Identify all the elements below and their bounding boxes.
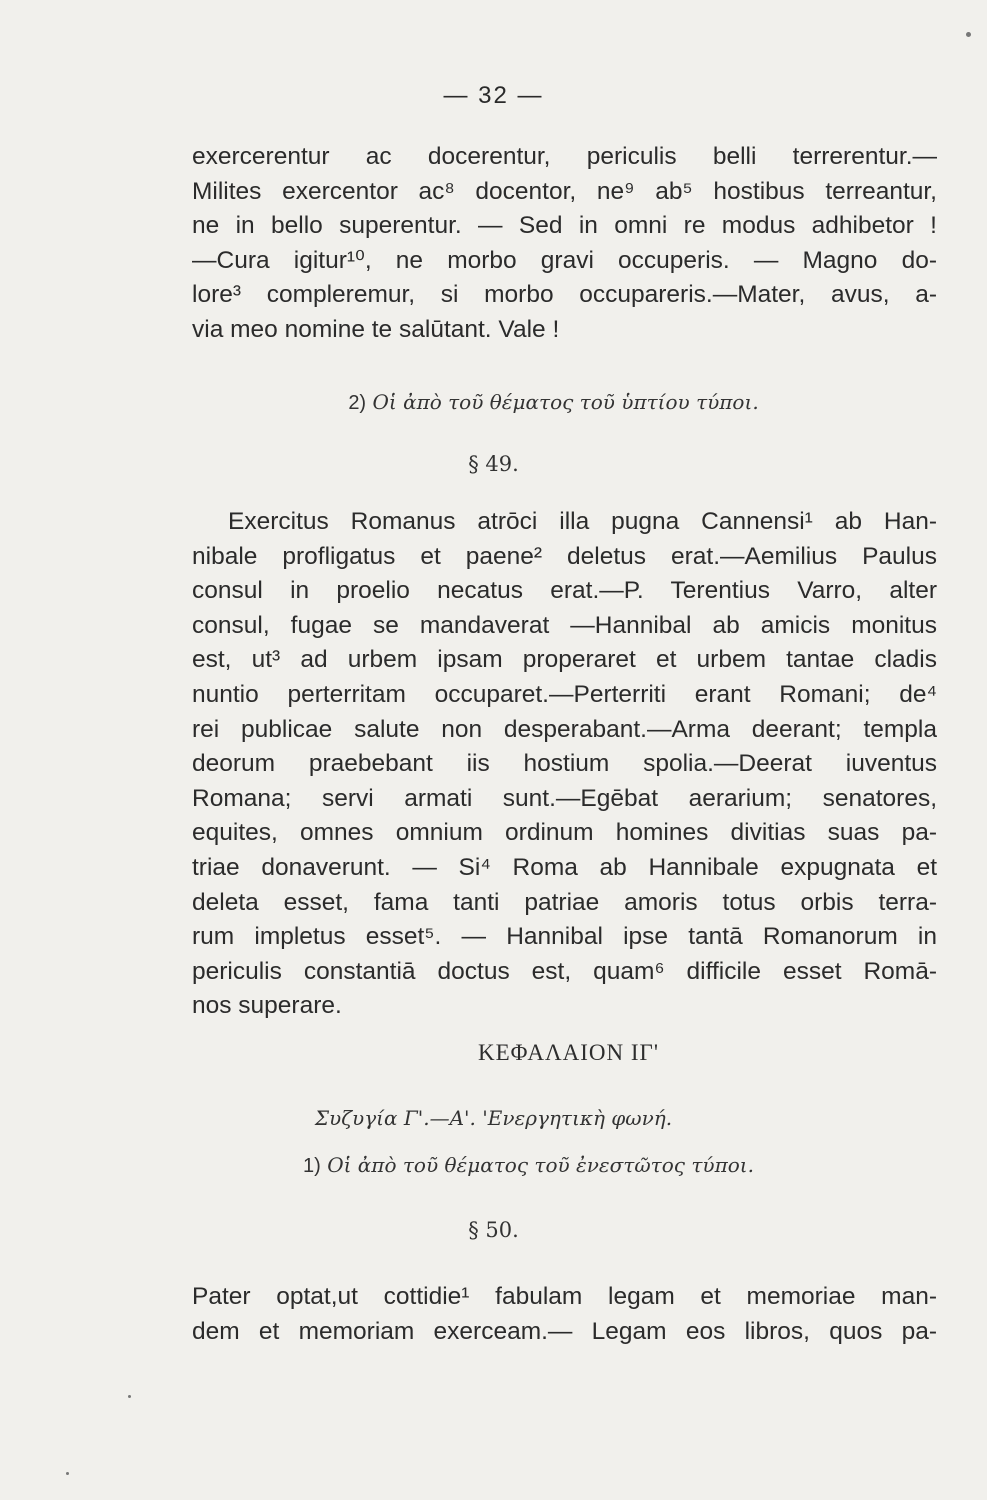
text-line: nuntio perterritam occuparet.—Perterriti erant Romani; de⁴ (192, 680, 937, 708)
scan-speck (66, 1472, 69, 1475)
text-line: periculis constantiā doctus est, quam⁶ difficile esset Romā- (192, 957, 937, 985)
text-line: Romana; servi armati sunt.—Egēbat aerarium; senatores, (192, 784, 937, 812)
chapter-heading: ΚΕΦΑΛΑΙΟΝ ΙΓ' (478, 1040, 659, 1065)
text-line: —Cura igitur¹⁰, ne morbo gravi occuperis. — Magno do- (192, 246, 937, 274)
text-line: rei publicae salute non desperabant.—Arma deerant; templa (192, 715, 937, 743)
text-line: deleta esset, fama tanti patriae amoris totus orbis terra- (192, 888, 937, 916)
text-line: via meo nomine te salūtant. Vale ! (192, 315, 560, 343)
paragraph-continuation (192, 140, 937, 348)
text-line: Pater optat,ut cottidie¹ fabulam legam et memoriae man- (192, 1283, 937, 1310)
subheading-text: Οἱ ἀπὸ τοῦ θέματος τοῦ ἐνεστῶτος τύποι. (327, 1153, 754, 1177)
text-line: dem et memoriam exerceam.— Legam eos libros, quos pa- (192, 1317, 937, 1345)
text-line: nibale profligatus et paene² deletus erat.—Aemilius Paulus (192, 542, 937, 570)
scan-speck (128, 1395, 131, 1398)
text-line: Milites exercentor ac⁸ docentor, ne⁹ ab⁵ hostibus terreantur, (192, 177, 937, 205)
text-line: ne in bello superentur. — Sed in omni re modus adhibetor ! (192, 212, 937, 240)
page-number: — 32 — (443, 82, 544, 109)
section-number-50: § 50. (468, 1218, 519, 1242)
section-number-49: § 49. (468, 452, 519, 476)
section-50-paragraph (192, 1280, 937, 1349)
text-line: rum impletus esset⁵. — Hannibal ipse tantā Romanorum in (192, 923, 937, 951)
text-line: equites, omnes omnium ordinum homines divitias suas pa- (192, 819, 937, 847)
text-line: exercerentur ac docerentur, periculis belli terrerentur.— (192, 143, 937, 170)
text-line: nos superare. (192, 992, 342, 1020)
text-line: deorum praebebant iis hostium spolia.—Deerat iuventus (192, 750, 937, 778)
subheading-text: Οἱ ἀπὸ τοῦ θέματος τοῦ ὑπτίου τύποι. (372, 390, 759, 414)
text-line: est, ut³ ad urbem ipsam properaret et urbem tantae cladis (192, 646, 937, 674)
section-49-paragraph (192, 505, 937, 1024)
text-line: consul, fugae se mandaverat —Hannibal ab amicis monitus (192, 611, 937, 639)
text-line: Exercitus Romanus atrōci illa pugna Cannensi¹ ab Han- (228, 508, 937, 535)
subheading-conjugation: Συζυγία Γ'.—Α'. 'Ενεργητικὴ φωνή. (314, 1106, 673, 1130)
subheading-number: 1) (303, 1155, 321, 1177)
scan-speck (966, 32, 971, 37)
text-line: triae donaverunt. — Si⁴ Roma ab Hannibale expugnata et (192, 853, 937, 881)
subheading-present-forms (0, 1153, 987, 1178)
text-line: lore³ compleremur, si morbo occupareris.—Mater, avus, a- (192, 281, 937, 309)
subheading-number: 2) (348, 392, 367, 414)
subheading-passive-forms (0, 390, 987, 415)
text-line: consul in proelio necatus erat.—P. Terentius Varro, alter (192, 577, 937, 605)
